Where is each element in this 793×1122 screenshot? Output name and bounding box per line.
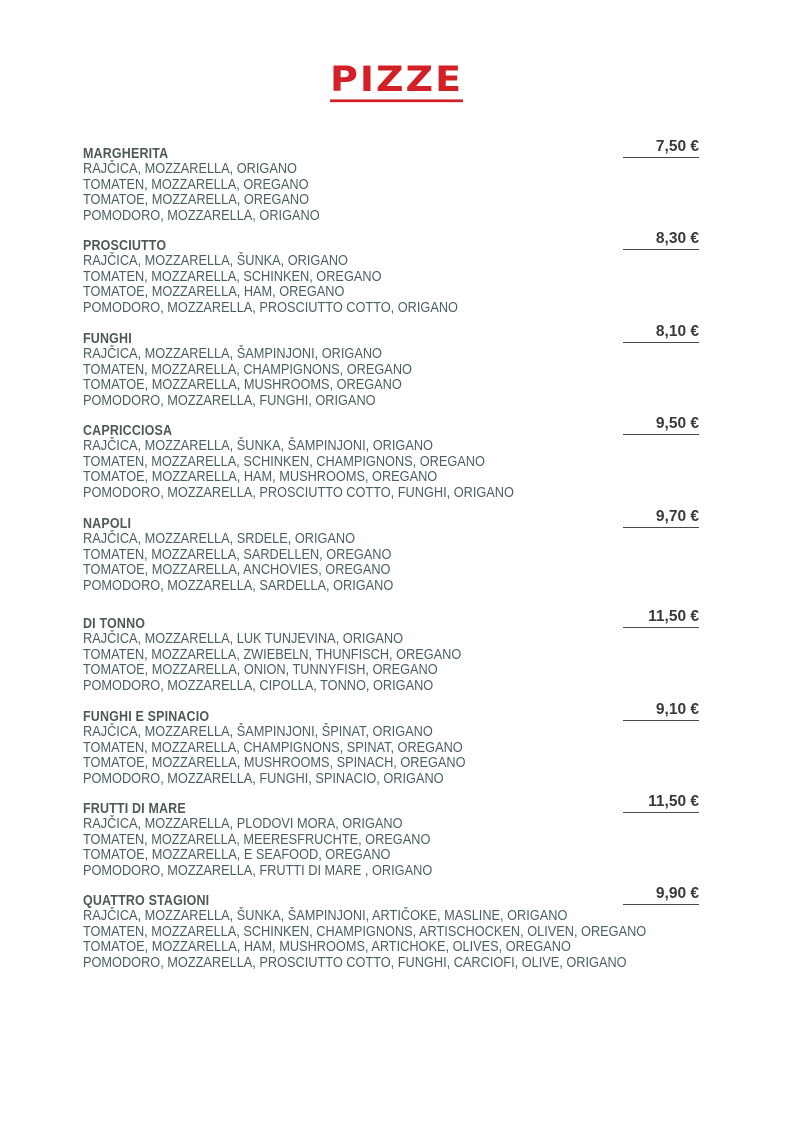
item-name: DI TONNO: [83, 616, 146, 632]
item-name: NAPOLI: [83, 516, 132, 532]
menu-item-prosciutto: [83, 232, 703, 322]
item-name: PROSCIUTTO: [83, 238, 167, 254]
item-description: [83, 724, 533, 786]
description-line-hr: RAJČICA, MOZZARELLA, ŠAMPINJONI, ORIGANO: [83, 345, 382, 362]
item-price: 11,50 €: [623, 793, 699, 813]
description-line-en: TOMATOE, MOZZARELLA, HAM, OREGANO: [83, 283, 345, 300]
menu-item-funghi: [83, 325, 703, 415]
description-line-en: TOMATOE, MOZZARELLA, HAM, MUSHROOMS, OREGANO: [83, 468, 438, 485]
menu-item-quattro-stagioni: [83, 887, 703, 977]
item-name: FUNGHI E SPINACIO: [83, 709, 210, 725]
description-line-de: TOMATEN, MOZZARELLA, CHAMPIGNONS, SPINAT, OREGANO: [83, 738, 463, 756]
description-line-de: TOMATEN, MOZZARELLA, CHAMPIGNONS, OREGANO: [83, 360, 412, 378]
item-price: 9,90 €: [623, 885, 699, 905]
description-line-it: POMODORO, MOZZARELLA, FRUTTI DI MARE , ORIGANO: [83, 861, 433, 879]
description-line-it: POMODORO, MOZZARELLA, SARDELLA, ORIGANO: [83, 576, 394, 594]
item-description: [83, 816, 494, 878]
menu-item-funghi-e-spinacio: [83, 703, 703, 793]
page-title-text: PIZZE: [330, 60, 463, 102]
item-name: QUATTRO STAGIONI: [83, 893, 210, 909]
item-price: 7,50 €: [623, 138, 699, 158]
item-price: 9,70 €: [623, 508, 699, 528]
description-line-de: TOMATEN, MOZZARELLA, SCHINKEN, OREGANO: [83, 267, 382, 285]
page-title: [0, 58, 793, 104]
menu-item-di-tonno: [83, 610, 703, 700]
item-name: FUNGHI: [83, 331, 132, 347]
item-price: 8,10 €: [623, 323, 699, 343]
description-line-en: TOMATOE, MOZZARELLA, ONION, TUNNYFISH, OREGANO: [83, 661, 438, 678]
description-line-it: POMODORO, MOZZARELLA, PROSCIUTTO COTTO, FUNGHI, CARCIOFI, OLIVE, ORIGANO: [83, 953, 627, 971]
description-line-it: POMODORO, MOZZARELLA, PROSCIUTTO COTTO, ORIGANO: [83, 298, 458, 316]
item-description: [83, 253, 524, 315]
item-description: [83, 908, 746, 970]
description-line-it: POMODORO, MOZZARELLA, ORIGANO: [83, 206, 320, 224]
item-description: [83, 531, 448, 593]
description-line-hr: RAJČICA, MOZZARELLA, ŠUNKA, ŠAMPINJONI, ARTIČOKE, MASLINE, ORIGANO: [83, 907, 568, 924]
item-name: MARGHERITA: [83, 146, 169, 162]
item-description: [83, 346, 470, 408]
description-line-hr: RAJČICA, MOZZARELLA, PLODOVI MORA, ORIGANO: [83, 815, 403, 832]
description-line-de: TOMATEN, MOZZARELLA, SARDELLEN, OREGANO: [83, 545, 392, 563]
item-name: FRUTTI DI MARE: [83, 801, 186, 817]
description-line-hr: RAJČICA, MOZZARELLA, LUK TUNJEVINA, ORIGANO: [83, 630, 403, 647]
menu-item-margherita: [83, 140, 703, 230]
description-line-hr: RAJČICA, MOZZARELLA, SRDELE, ORIGANO: [83, 530, 356, 547]
description-line-de: TOMATEN, MOZZARELLA, OREGANO: [83, 175, 309, 193]
item-description: [83, 161, 361, 223]
description-line-it: POMODORO, MOZZARELLA, PROSCIUTTO COTTO, FUNGHI, ORIGANO: [83, 483, 514, 501]
description-line-it: POMODORO, MOZZARELLA, CIPOLLA, TONNO, ORIGANO: [83, 676, 434, 694]
description-line-de: TOMATEN, MOZZARELLA, ZWIEBELN, THUNFISCH, OREGANO: [83, 645, 462, 663]
description-line-hr: RAJČICA, MOZZARELLA, ŠUNKA, ORIGANO: [83, 252, 348, 269]
description-line-hr: RAJČICA, MOZZARELLA, ORIGANO: [83, 160, 297, 177]
description-line-it: POMODORO, MOZZARELLA, FUNGHI, ORIGANO: [83, 391, 376, 409]
item-name: CAPRICCIOSA: [83, 423, 173, 439]
description-line-en: TOMATOE, MOZZARELLA, ANCHOVIES, OREGANO: [83, 561, 391, 578]
description-line-en: TOMATOE, MOZZARELLA, E SEAFOOD, OREGANO: [83, 846, 391, 863]
description-line-hr: RAJČICA, MOZZARELLA, ŠAMPINJONI, ŠPINAT, ORIGANO: [83, 723, 433, 740]
item-price: 11,50 €: [623, 608, 699, 628]
menu-item-napoli: [83, 510, 703, 600]
description-line-it: POMODORO, MOZZARELLA, FUNGHI, SPINACIO, ORIGANO: [83, 769, 444, 787]
item-price: 8,30 €: [623, 230, 699, 250]
menu-item-frutti-di-mare: [83, 795, 703, 885]
description-line-en: TOMATOE, MOZZARELLA, HAM, MUSHROOMS, ARTICHOKE, OLIVES, OREGANO: [83, 938, 571, 955]
description-line-de: TOMATEN, MOZZARELLA, SCHINKEN, CHAMPIGNONS, ARTISCHOCKEN, OLIVEN, OREGANO: [83, 922, 647, 940]
item-price: 9,50 €: [623, 415, 699, 435]
item-description: [83, 438, 590, 500]
description-line-en: TOMATOE, MOZZARELLA, MUSHROOMS, SPINACH, OREGANO: [83, 754, 466, 771]
menu-item-capricciosa: [83, 417, 703, 507]
description-line-de: TOMATEN, MOZZARELLA, MEERESFRUCHTE, OREGANO: [83, 830, 431, 848]
item-description: [83, 631, 528, 693]
description-line-en: TOMATOE, MOZZARELLA, OREGANO: [83, 191, 310, 208]
description-line-hr: RAJČICA, MOZZARELLA, ŠUNKA, ŠAMPINJONI, ORIGANO: [83, 437, 433, 454]
item-price: 9,10 €: [623, 701, 699, 721]
description-line-de: TOMATEN, MOZZARELLA, SCHINKEN, CHAMPIGNONS, OREGANO: [83, 452, 485, 470]
description-line-en: TOMATOE, MOZZARELLA, MUSHROOMS, OREGANO: [83, 376, 402, 393]
